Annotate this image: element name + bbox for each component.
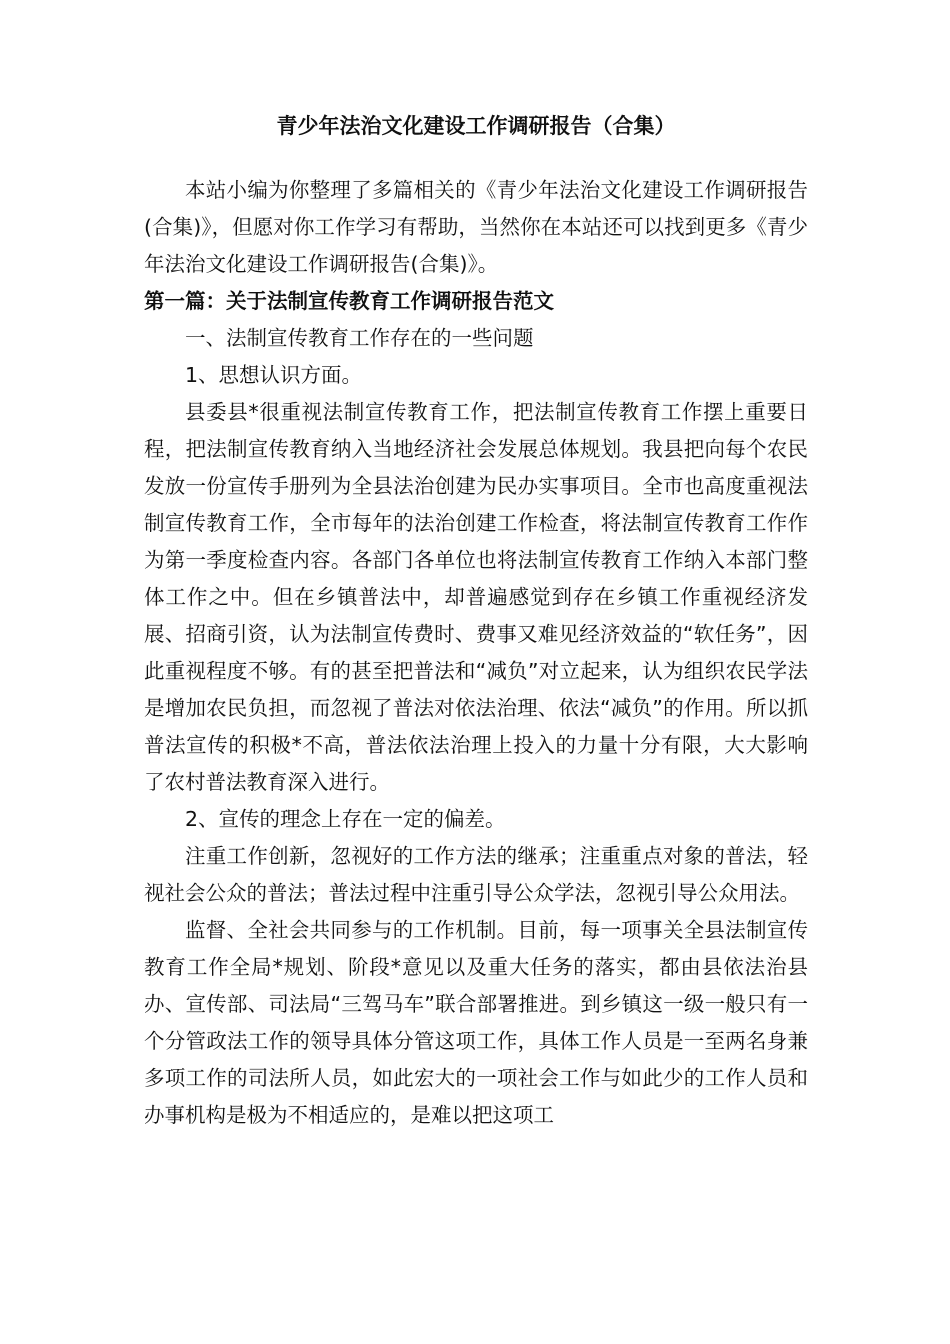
subsection-heading: 一、法制宣传教育工作存在的一些问题 <box>185 326 534 350</box>
body-paragraph: 注重工作创新，忽视好的工作方法的继承；注重重点对象的普法，轻视社会公众的普法；普法过程中注重引导公众学法，忽视引导公众用法。 <box>144 844 808 905</box>
body-paragraph: 监督、全社会共同参与的工作机制。目前，每一项事关全县法制宣传教育工作全局*规划、阶段*意见以及重大任务的落实，都由县依法治县办、宣传部、司法局“三驾马车”联合部署推进。到乡镇这一级一般只有一个分管政法工作的领导具体分管这项工作，具体工作人员是一至两名身兼多项工作的司法所人员，如此宏大的一项社会工作与如此少的工作人员和办事机构是极为不相适应的，是难以把这项工 <box>144 918 808 1127</box>
document-body <box>144 172 808 1134</box>
document-title: 青少年法治文化建设工作调研报告（合集） <box>276 114 676 138</box>
body-paragraph: 县委县*很重视法制宣传教育工作，把法制宣传教育工作摆上重要日程，把法制宣传教育纳入当地经济社会发展总体规划。我县把向每个农民发放一份宣传手册列为全县法治创建为民办实事项目。全市也高度重视法制宣传教育工作，全市每年的法治创建工作检查，将法制宣传教育工作作为第一季度检查内容。各部门各单位也将法制宣传教育工作纳入本部门整体工作之中。但在乡镇普法中，却普遍感觉到存在乡镇工作重视经济发展、招商引资，认为法制宣传费时、费事又难见经济效益的“软任务”，因此重视程度不够。有的甚至把普法和“减负”对立起来，认为组织农民学法是增加农民负担，而忽视了普法对依法治理、依法“减负”的作用。所以抓普法宣传的积极*不高，普法依法治理上投入的力量十分有限，大大影响了农村普法教育深入进行。 <box>144 400 808 794</box>
point-heading: 2、宣传的理念上存在一定的偏差。 <box>185 807 506 831</box>
point-heading: 1、思想认识方面。 <box>185 363 363 387</box>
intro-paragraph: 本站小编为你整理了多篇相关的《青少年法治文化建设工作调研报告(合集)》，但愿对你工作学习有帮助，当然你在本站还可以找到更多《青少年法治文化建设工作调研报告(合集)》。 <box>144 178 808 276</box>
section-heading: 第一篇：关于法制宣传教育工作调研报告范文 <box>144 289 554 313</box>
